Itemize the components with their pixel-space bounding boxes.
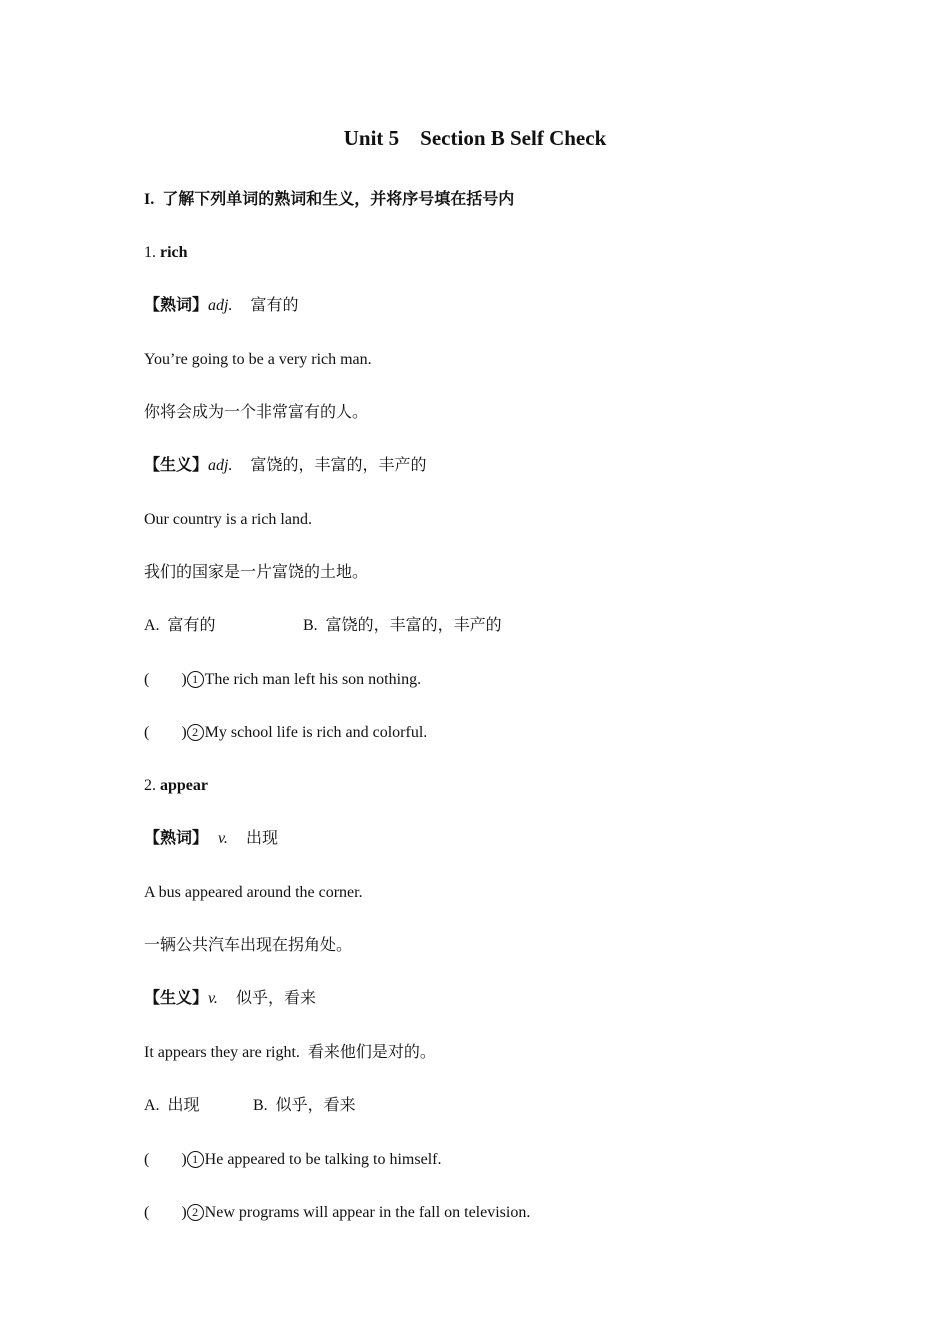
new-meaning-tag: 【生义】 <box>144 990 209 1007</box>
new-meaning-tag: 【生义】 <box>144 457 209 474</box>
option-a: A. 富有的 <box>144 617 216 634</box>
item-2-familiar-example-en: A bus appeared around the corner. <box>144 884 363 901</box>
meaning: 富有的 <box>250 297 299 314</box>
answer-blank[interactable]: ( ) <box>144 724 187 741</box>
item-2-new-meaning <box>144 988 316 1010</box>
option-a: A. 出现 <box>144 1097 200 1114</box>
part-of-speech: v. <box>218 830 228 847</box>
item-1-familiar-example-zh: 你将会成为一个非常富有的人。 <box>144 404 369 421</box>
circled-number: 1 <box>187 671 204 688</box>
part-of-speech: adj. <box>208 297 233 314</box>
item-2-question-1 <box>144 1149 441 1171</box>
item-1-familiar-example-en: You’re going to be a very rich man. <box>144 351 372 368</box>
item-1-header <box>144 242 188 264</box>
item-1-new-meaning <box>144 455 426 477</box>
question-text: My school life is rich and colorful. <box>204 724 428 741</box>
answer-blank[interactable]: ( ) <box>144 1151 187 1168</box>
item-1-new-example-en: Our country is a rich land. <box>144 511 312 528</box>
item-number: 2. <box>144 777 156 794</box>
circled-number: 2 <box>187 724 204 741</box>
item-word: rich <box>160 244 188 261</box>
item-2-question-2 <box>144 1202 530 1224</box>
familiar-tag: 【熟词】 <box>144 830 209 847</box>
item-2-familiar-example-zh: 一辆公共汽车出现在拐角处。 <box>144 937 353 954</box>
meaning: 似乎，看来 <box>235 990 316 1007</box>
item-2-header <box>144 775 208 797</box>
item-word: appear <box>160 777 208 794</box>
circled-number: 2 <box>187 1204 204 1221</box>
answer-blank[interactable]: ( ) <box>144 1204 187 1221</box>
item-1-question-2 <box>144 722 427 744</box>
part-of-speech: adj. <box>208 457 233 474</box>
item-1-question-1 <box>144 669 421 691</box>
circled-number: 1 <box>187 1151 204 1168</box>
meaning: 出现 <box>245 830 278 847</box>
question-text: New programs will appear in the fall on television. <box>204 1204 531 1221</box>
item-1-new-example-zh: 我们的国家是一片富饶的土地。 <box>144 564 369 581</box>
part-of-speech: v. <box>208 990 218 1007</box>
item-2-new-example: It appears they are right. 看来他们是对的。 <box>144 1044 436 1061</box>
item-1-familiar-meaning <box>144 295 298 317</box>
familiar-tag: 【熟词】 <box>144 297 209 314</box>
item-2-options <box>144 1095 356 1117</box>
answer-blank[interactable]: ( ) <box>144 671 187 688</box>
question-text: He appeared to be talking to himself. <box>204 1151 442 1168</box>
question-text: The rich man left his son nothing. <box>204 671 422 688</box>
item-2-familiar-meaning <box>144 828 278 850</box>
page-title: Unit 5 Section B Self Check <box>343 126 607 150</box>
option-b: B. 富饶的，丰富的，丰产的 <box>303 617 502 634</box>
section-heading <box>144 189 514 211</box>
item-number: 1. <box>144 244 156 261</box>
section-number: I. <box>144 191 155 208</box>
item-1-options <box>144 615 502 637</box>
section-instruction: 了解下列单词的熟词和生义，并将序号填在括号内 <box>162 191 515 208</box>
meaning: 富饶的，丰富的，丰产的 <box>250 457 427 474</box>
option-b: B. 似乎，看来 <box>253 1097 356 1114</box>
